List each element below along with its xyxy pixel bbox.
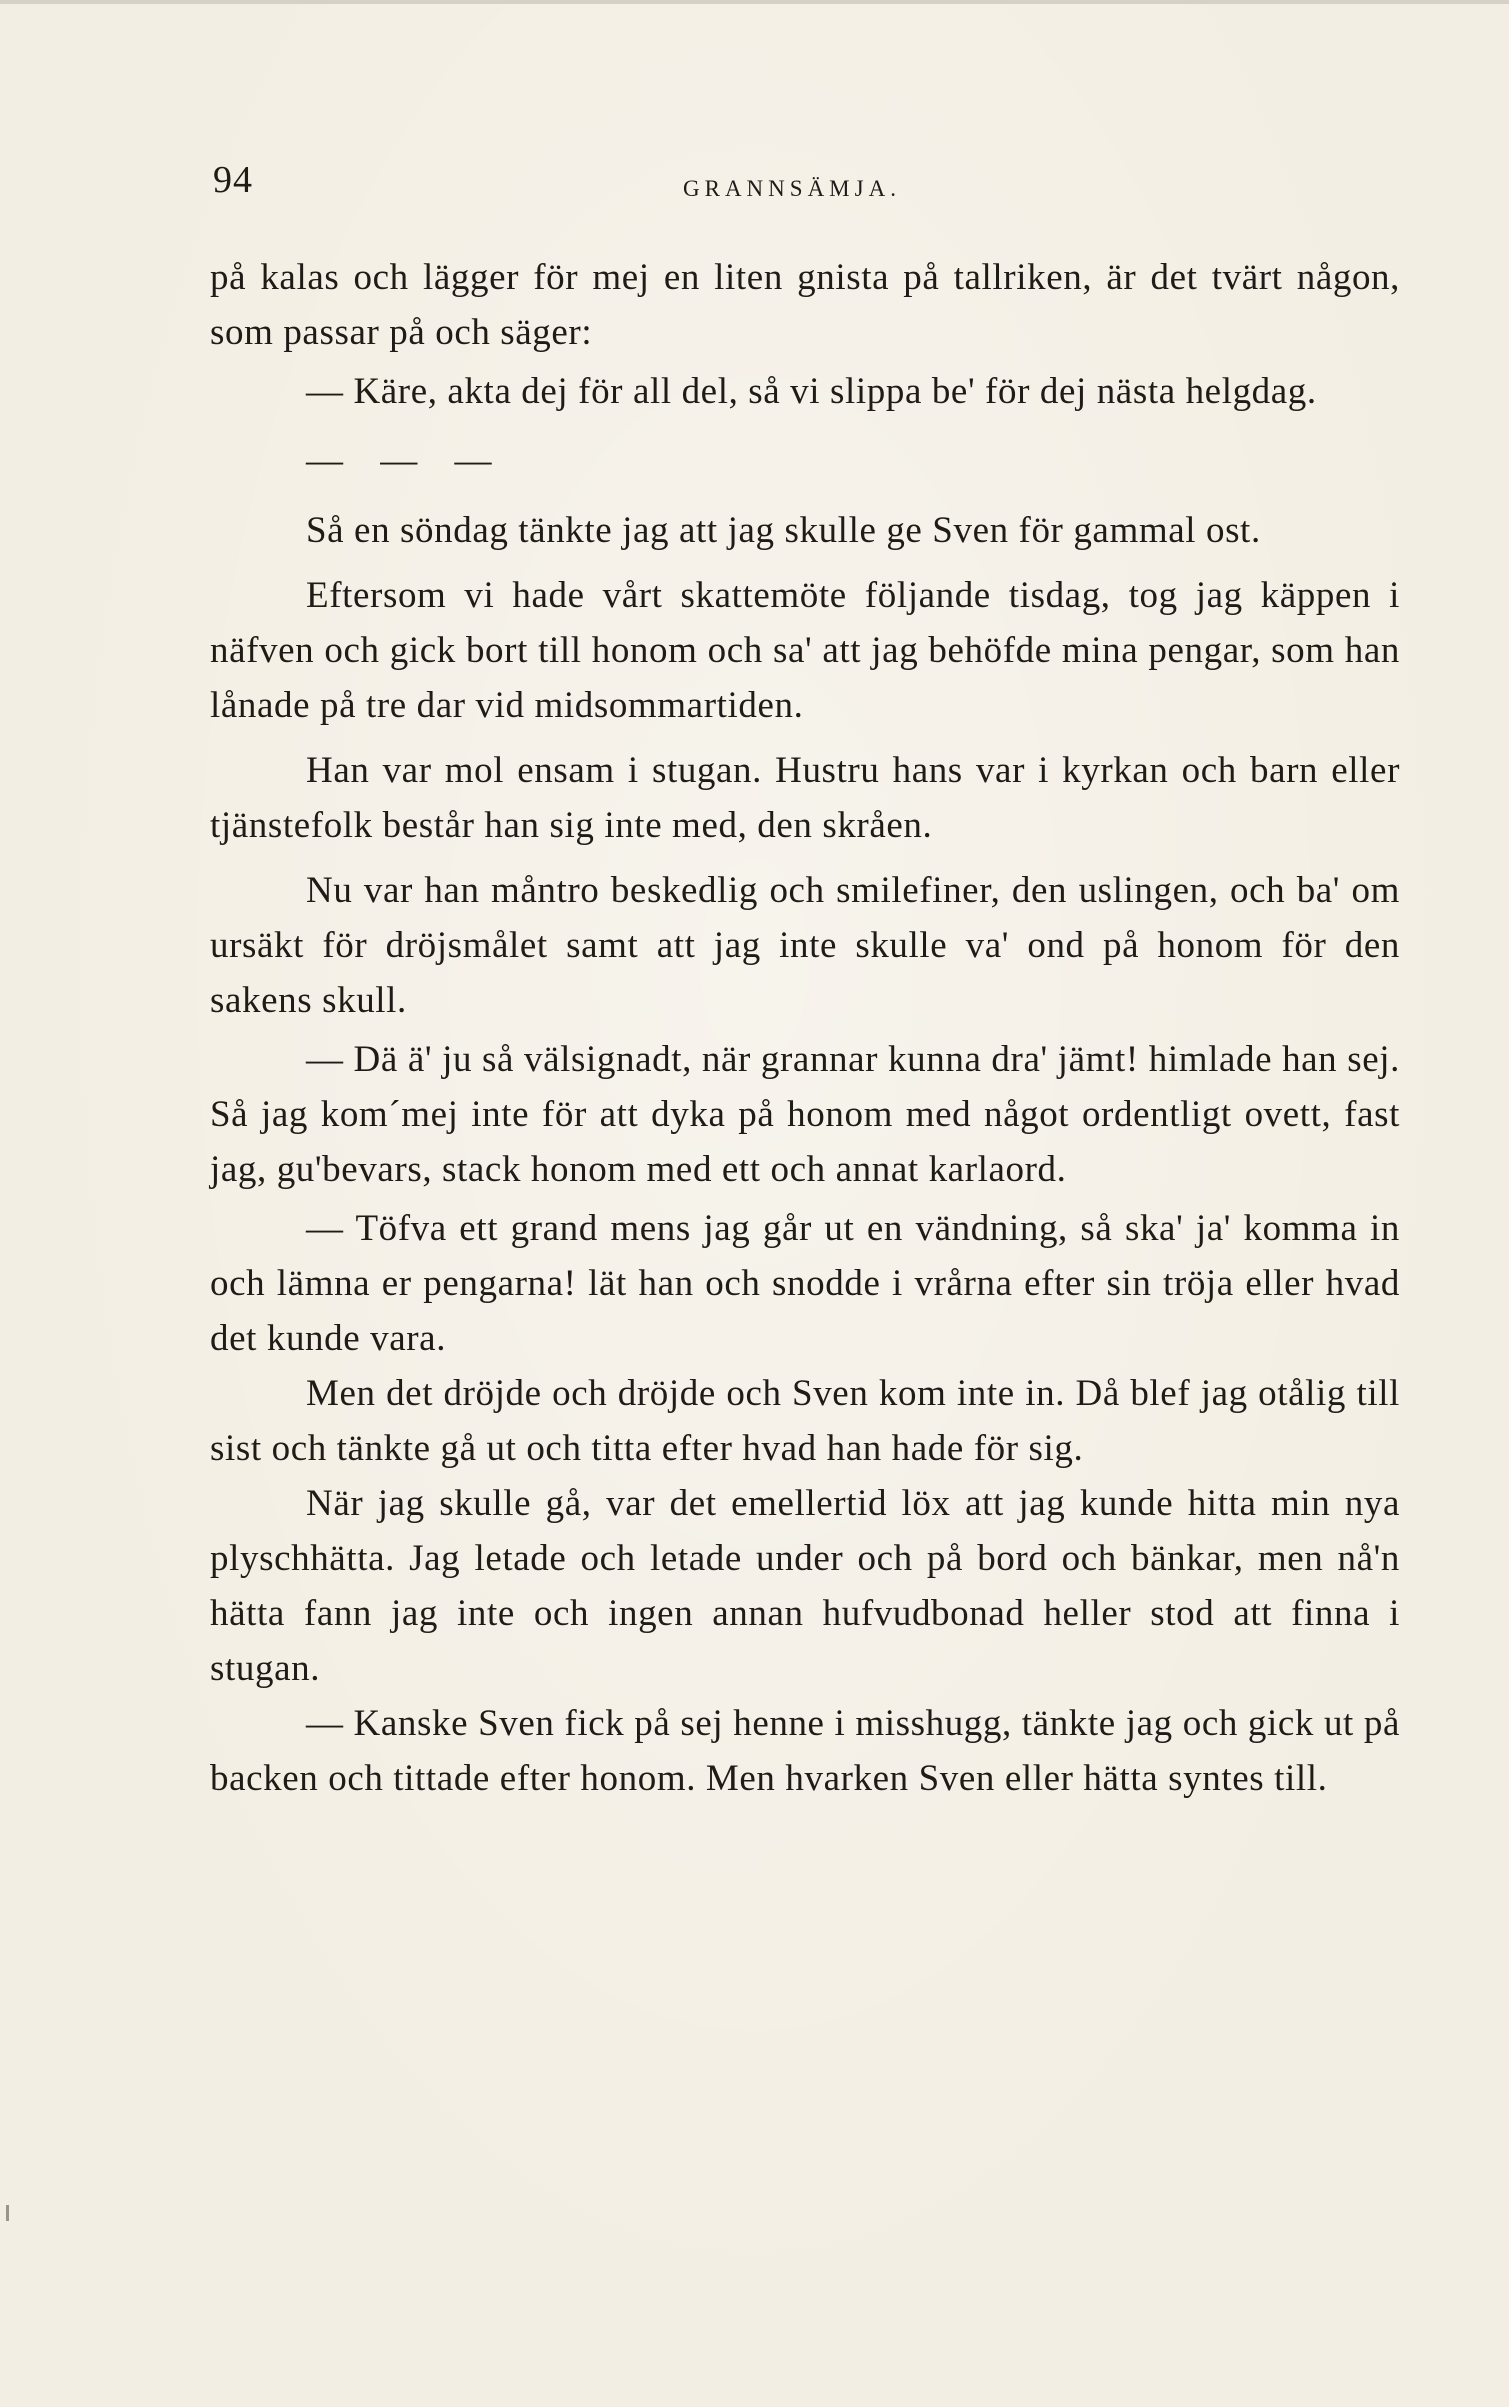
paper-speck <box>6 2205 9 2221</box>
paragraph: Han var mol ensam i stugan. Hustru hans var i kyrkan och barn eller tjänstefolk består han sig inte med, den skråen. <box>210 750 1400 846</box>
paragraph: Nu var han måntro beskedlig och smilefiner, den uslingen, och ba' om ursäkt för dröjsmålet samt att jag inte skulle va' ond på honom för den sakens skull. <box>210 870 1400 1021</box>
paragraph-dialogue: — Dä ä' ju så välsignadt, när grannar kunna dra' jämt! himlade han sej. Så jag kom´mej inte för att dyka på honom med något ordentligt ovett, fast jag, gu'bevars, stack honom med ett och annat karlaord. <box>210 1039 1400 1190</box>
body-text <box>210 250 1400 1806</box>
paragraph: Men det dröjde och dröjde och Sven kom inte in. Då blef jag otålig till sist och tänkte gå ut och titta efter hvad han hade för sig. <box>210 1373 1400 1469</box>
section-break: — — — <box>306 440 506 481</box>
paragraph-dialogue: — Töfva ett grand mens jag går ut en vändning, så ska' ja' komma in och lämna er pengarna! lät han och snodde i vrårna efter sin tröja eller hvad det kunde vara. <box>210 1208 1400 1359</box>
paragraph-continuation: på kalas och lägger för mej en liten gnista på tallriken, är det tvärt någon, som passar på och säger: <box>210 257 1400 353</box>
paragraph: Eftersom vi hade vårt skattemöte följande tisdag, tog jag käppen i näfven och gick bort till honom och sa' att jag behöfde mina pengar, som han lånade på tre dar vid midsommartiden. <box>210 575 1400 726</box>
page-header <box>213 158 1403 208</box>
running-head: GRANNSÄMJA. <box>683 176 901 201</box>
paragraph-dialogue: — Käre, akta dej för all del, så vi slippa be' för dej nästa helgdag. <box>306 371 1317 412</box>
page-number: 94 <box>213 159 253 201</box>
paragraph: Så en söndag tänkte jag att jag skulle ge Sven för gammal ost. <box>306 510 1261 551</box>
paragraph: När jag skulle gå, var det emellertid löx att jag kunde hitta min nya plyschhätta. Jag letade och letade under och på bord och bänkar, men nå'n hätta fann jag inte och ingen annan hufvudbonad heller stod att finna i stugan. <box>210 1483 1400 1689</box>
page-top-edge <box>0 0 1509 4</box>
paragraph-dialogue: — Kanske Sven fick på sej henne i misshugg, tänkte jag och gick ut på backen och tittade efter honom. Men hvarken Sven eller hätta syntes till. <box>210 1703 1400 1799</box>
